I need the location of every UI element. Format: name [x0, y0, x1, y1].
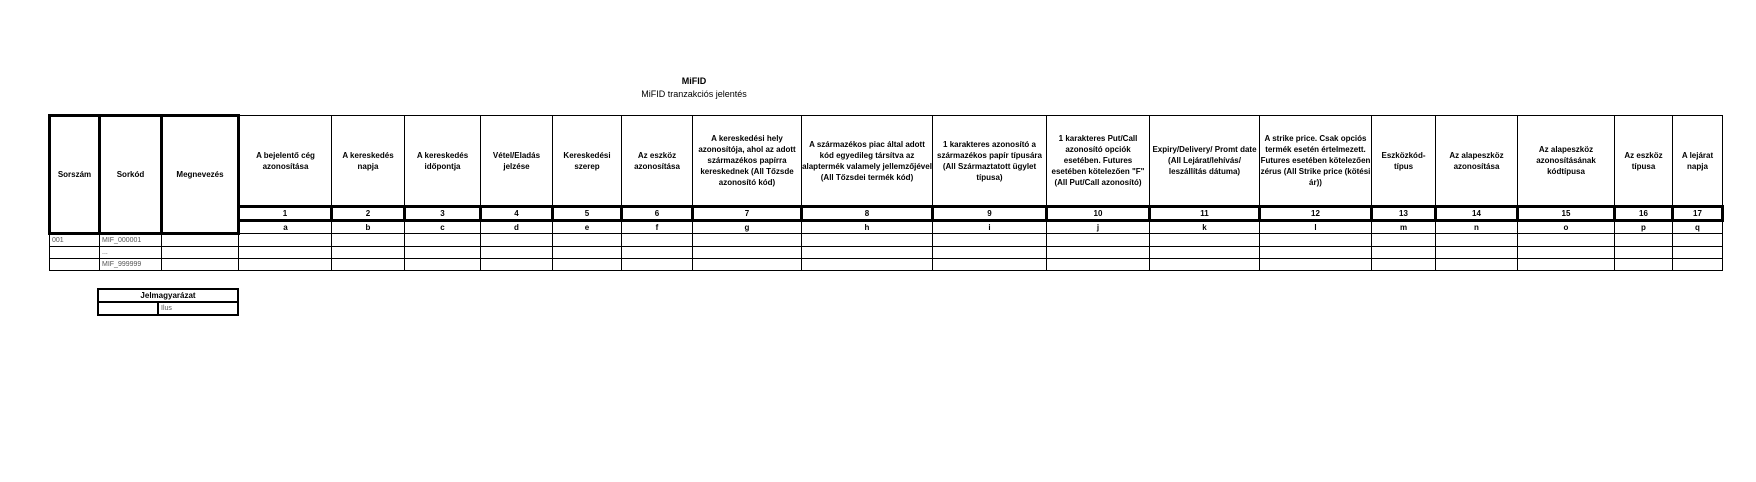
column-number-4: 4 — [481, 207, 553, 221]
column-letter-e: e — [553, 221, 622, 234]
column-number-11: 11 — [1150, 207, 1260, 221]
data-cell — [481, 259, 553, 271]
data-cell — [1047, 234, 1150, 247]
column-header-2: A kereskedés napja — [332, 116, 405, 207]
column-number-10: 10 — [1047, 207, 1150, 221]
fixed-header-2: Megnevezés — [162, 116, 239, 234]
column-letter-q: q — [1673, 221, 1723, 234]
data-cell — [239, 259, 332, 271]
column-header-7: A kereskedési hely azonosítója, ahol az adott származékos papírra kereskednek (All Tőzsde azonosító kód) — [693, 116, 802, 207]
column-letter-m: m — [1372, 221, 1436, 234]
row-megnevezes — [162, 234, 239, 247]
column-header-8: A származékos piac által adott kód egyedileg társítva az alaptermék valamely jellemzőjével (All Tőzsdei termék kód) — [802, 116, 933, 207]
data-cell — [693, 247, 802, 259]
data-cell — [481, 234, 553, 247]
data-cell — [332, 247, 405, 259]
data-cell — [239, 247, 332, 259]
column-number-12: 12 — [1260, 207, 1372, 221]
data-cell — [1518, 259, 1615, 271]
table-row — [50, 259, 1723, 271]
data-cell — [332, 259, 405, 271]
legend-title: Jelmagyarázat — [98, 289, 238, 302]
data-cell — [933, 234, 1047, 247]
data-cell — [622, 234, 693, 247]
column-header-6: Az eszköz azonosítása — [622, 116, 693, 207]
row-sorszam: 001 — [50, 234, 100, 247]
column-number-3: 3 — [405, 207, 481, 221]
data-cell — [622, 247, 693, 259]
column-number-14: 14 — [1436, 207, 1518, 221]
column-header-16: Az eszköz típusa — [1615, 116, 1673, 207]
data-cell — [1436, 259, 1518, 271]
column-letter-b: b — [332, 221, 405, 234]
data-cell — [1260, 259, 1372, 271]
column-header-5: Kereskedési szerep — [553, 116, 622, 207]
data-cell — [553, 247, 622, 259]
row-sorszam — [50, 259, 100, 271]
data-cell — [553, 259, 622, 271]
data-cell — [802, 247, 933, 259]
table-row — [50, 234, 1723, 247]
column-number-9: 9 — [933, 207, 1047, 221]
data-cell — [405, 234, 481, 247]
data-cell — [1518, 247, 1615, 259]
data-cell — [1150, 247, 1260, 259]
column-header-4: Vétel/Eladás jelzése — [481, 116, 553, 207]
data-cell — [405, 259, 481, 271]
column-letter-k: k — [1150, 221, 1260, 234]
legend-value: Ilus — [158, 302, 238, 315]
column-letter-a: a — [239, 221, 332, 234]
data-cell — [933, 247, 1047, 259]
row-megnevezes — [162, 259, 239, 271]
data-cell — [1260, 234, 1372, 247]
data-cell — [553, 234, 622, 247]
table-row — [50, 247, 1723, 259]
column-header-17: A lejárat napja — [1673, 116, 1723, 207]
column-letter-g: g — [693, 221, 802, 234]
data-cell — [1047, 247, 1150, 259]
column-number-16: 16 — [1615, 207, 1673, 221]
data-cell — [1150, 259, 1260, 271]
column-letter-c: c — [405, 221, 481, 234]
row-sorkod: MIF_000001 — [100, 234, 162, 247]
column-header-1: A bejelentő cég azonosítása — [239, 116, 332, 207]
column-number-17: 17 — [1673, 207, 1723, 221]
column-header-13: Eszközkód-típus — [1372, 116, 1436, 207]
data-cell — [1615, 234, 1673, 247]
column-header-3: A kereskedés időpontja — [405, 116, 481, 207]
data-cell — [239, 234, 332, 247]
column-number-13: 13 — [1372, 207, 1436, 221]
data-cell — [693, 234, 802, 247]
data-cell — [802, 234, 933, 247]
fixed-header-1: Sorkód — [100, 116, 162, 234]
legend-table — [97, 288, 239, 316]
data-cell — [693, 259, 802, 271]
column-number-2: 2 — [332, 207, 405, 221]
data-cell — [1436, 247, 1518, 259]
column-letter-o: o — [1518, 221, 1615, 234]
column-letter-i: i — [933, 221, 1047, 234]
data-cell — [1047, 259, 1150, 271]
column-header-15: Az alapeszköz azonosításának kódtípusa — [1518, 116, 1615, 207]
data-cell — [1673, 234, 1723, 247]
row-sorszam — [50, 247, 100, 259]
column-header-14: Az alapeszköz azonosítása — [1436, 116, 1518, 207]
data-cell — [622, 259, 693, 271]
data-cell — [1372, 247, 1436, 259]
column-letter-l: l — [1260, 221, 1372, 234]
column-letter-d: d — [481, 221, 553, 234]
data-cell — [1150, 234, 1260, 247]
column-header-12: A strike price. Csak opciós termék esetén értelmezett. Futures esetében kötelezően zérus (All Strike price (kötési ár)) — [1260, 116, 1372, 207]
column-letter-f: f — [622, 221, 693, 234]
column-number-15: 15 — [1518, 207, 1615, 221]
data-cell — [802, 259, 933, 271]
column-header-9: 1 karakteres azonosító a származékos papír típusára (All Származtatott ügylet típusa) — [933, 116, 1047, 207]
column-number-5: 5 — [553, 207, 622, 221]
row-sorkod: ... — [100, 247, 162, 259]
data-cell — [405, 247, 481, 259]
data-cell — [1615, 259, 1673, 271]
data-cell — [1615, 247, 1673, 259]
column-letter-p: p — [1615, 221, 1673, 234]
column-number-6: 6 — [622, 207, 693, 221]
row-megnevezes — [162, 247, 239, 259]
data-cell — [1260, 247, 1372, 259]
mifid-report-table — [48, 114, 1724, 271]
data-cell — [1436, 234, 1518, 247]
data-cell — [1372, 234, 1436, 247]
column-letter-h: h — [802, 221, 933, 234]
column-header-10: 1 karakteres Put/Call azonosító opciók esetében. Futures esetében kötelezően "F" (All Put/Call azonosító) — [1047, 116, 1150, 207]
column-number-7: 7 — [693, 207, 802, 221]
row-sorkod: MIF_999999 — [100, 259, 162, 271]
column-letter-j: j — [1047, 221, 1150, 234]
column-letter-n: n — [1436, 221, 1518, 234]
data-cell — [1372, 259, 1436, 271]
column-number-1: 1 — [239, 207, 332, 221]
data-cell — [933, 259, 1047, 271]
fixed-header-0: Sorszám — [50, 116, 100, 234]
column-number-8: 8 — [802, 207, 933, 221]
data-cell — [481, 247, 553, 259]
report-title: MiFID — [681, 76, 707, 86]
data-cell — [1673, 259, 1723, 271]
data-cell — [1518, 234, 1615, 247]
column-header-11: Expiry/Delivery/ Promt date (All Lejárat/lehívás/ leszállítás dátuma) — [1150, 116, 1260, 207]
data-cell — [1673, 247, 1723, 259]
legend-swatch — [98, 302, 158, 315]
data-cell — [332, 234, 405, 247]
report-subtitle: MiFID tranzakciós jelentés — [641, 89, 747, 99]
